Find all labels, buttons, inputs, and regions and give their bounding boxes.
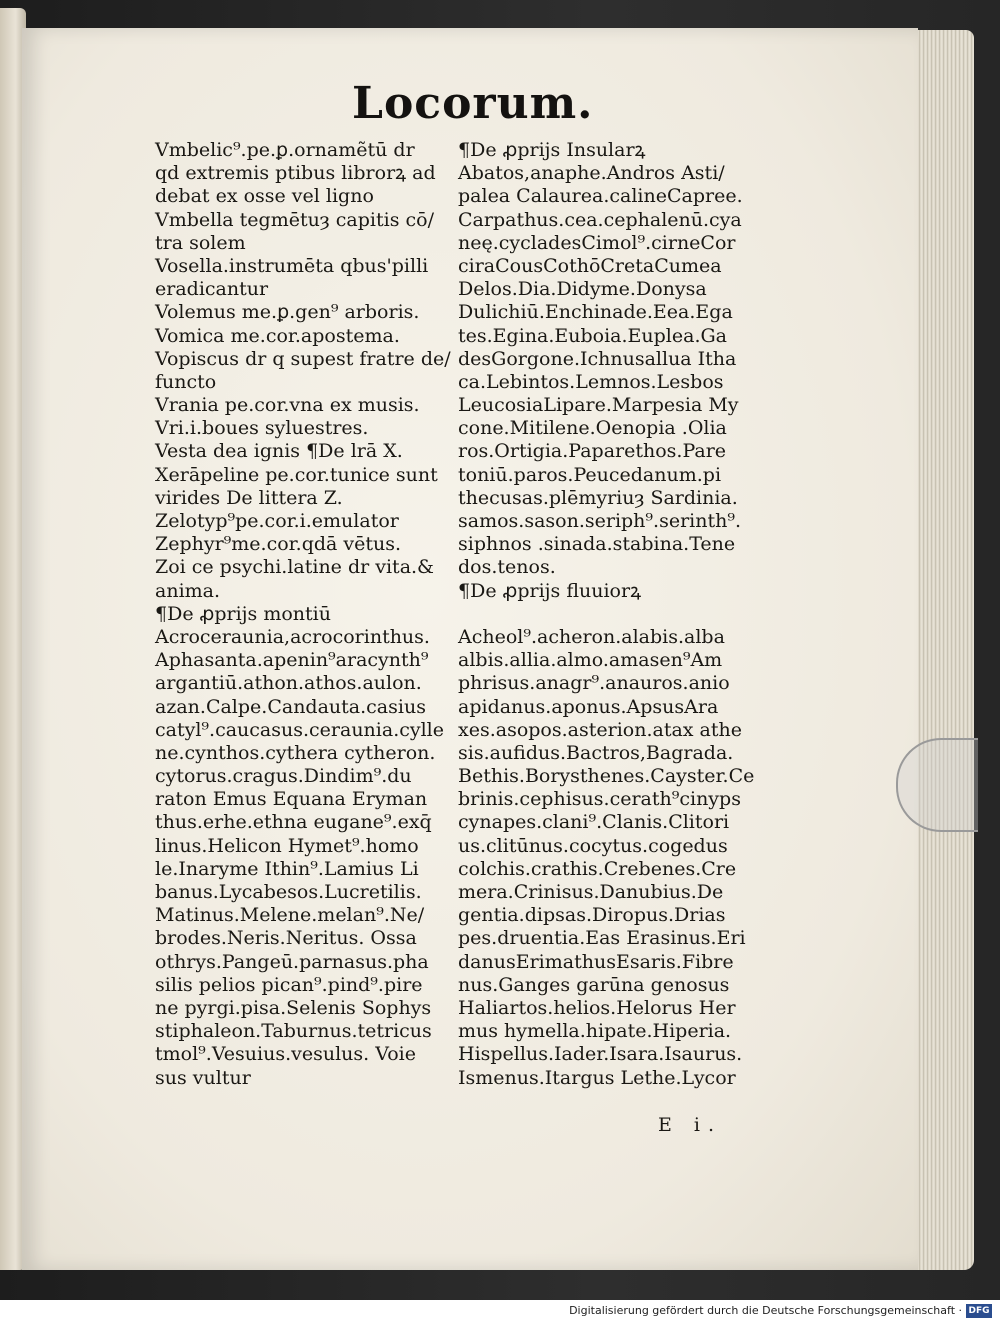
text-line: Delos.Dia.Didyme.Donysa [458, 278, 707, 301]
text-line: cone.Mitilene.Oenopia .Olia [458, 417, 727, 440]
text-line: banus.Lycabesos.Lucretilis. [155, 881, 422, 903]
text-line: Vrania pe.cor.vna ex musis. [155, 394, 420, 417]
text-line: sus vultur [155, 1066, 251, 1089]
text-line: Carpathus.cea.cephalenū.cya [458, 208, 742, 231]
text-line: Abatos,anaphe.Andros Asti/ [458, 162, 725, 185]
text-line: sis.aufidus.Bactros,Bagrada. [458, 741, 734, 764]
signature-mark: E i. [658, 1114, 723, 1136]
text-line: samos.sason.seriph⁹.serinth⁹. [458, 510, 741, 532]
text-line: othrys.Pangeū.parnasus.pha [155, 950, 429, 973]
text-line: ¶De ꝓprijs montiū [155, 602, 331, 625]
text-line: Zelotyp⁹pe.cor.i.emulator [155, 510, 399, 532]
text-line: tes.Egina.Euboia.Euplea.Ga [458, 324, 727, 347]
text-line: virides De littera Z. [155, 486, 343, 509]
text-line [458, 603, 754, 626]
text-line: ne.cynthos.cythera cytheron. [155, 741, 436, 764]
text-line: danusErimathusEsaris.Fibre [458, 950, 734, 973]
text-line: stiphaleon.Taburnus.tetricus [155, 1020, 432, 1043]
text-line: Volemus me.ꝑ.gen⁹ arboris. [155, 301, 420, 324]
text-line: Zephyr⁹me.cor.qdā vētus. [155, 533, 402, 556]
text-line: cynapes.clani⁹.Clanis.Clitori [458, 811, 730, 834]
text-line: functo [155, 370, 217, 393]
text-line: phrisus.anagr⁹.anauros.anio [458, 672, 730, 695]
text-line: Ismenus.Itargus Lethe.Lycor [458, 1066, 736, 1089]
text-line: Vomica me.cor.apostema. [155, 324, 400, 347]
text-line: brodes.Neris.Neritus. Ossa [155, 927, 417, 950]
text-line: Acroceraunia,acrocorinthus. [155, 625, 430, 648]
text-line: Vosella.instrumēta qbus'pilli [155, 254, 429, 277]
text-line: dos.tenos. [458, 556, 556, 579]
text-line: silis pelios pican⁹.pind⁹.pire [155, 973, 423, 996]
text-line: catyl⁹.caucasus.ceraunia.cylle [155, 718, 445, 741]
text-line: xes.asopos.asterion.atax athe [458, 718, 742, 741]
text-line: azan.Calpe.Candauta.casius [155, 695, 426, 718]
text-line: nus.Ganges garūna genosus [458, 973, 730, 996]
text-line: LeucosiaLipare.Marpesia My [458, 394, 739, 417]
text-line: qd extremis ptibus librorꝝ ad [155, 162, 436, 185]
text-line: gentia.dipsas.Diropus.Drias [458, 904, 726, 927]
text-line: desGorgone.Ichnusallua Itha [458, 347, 737, 370]
text-line: ¶De ꝓprijs fluuiorꝝ [458, 579, 642, 602]
text-line: ¶De ꝓprijs Insularꝝ [458, 139, 646, 161]
text-line: tra solem [155, 231, 246, 254]
text-line: palea Calaurea.calineCapree. [458, 185, 743, 208]
text-line: debat ex osse vel ligno [155, 185, 374, 208]
text-line: brinis.cephisus.cerath⁹cinyps [458, 788, 741, 811]
text-line: argantiū.athon.athos.aulon. [155, 672, 422, 695]
text-line: Vopiscus dr q supest fratre de/ [155, 347, 451, 370]
text-line: colchis.crathis.Crebenes.Cre [458, 857, 737, 880]
text-line: Vri.i.boues syluestres. [155, 417, 369, 440]
text-line: Haliartos.helios.Helorus Her [458, 996, 736, 1019]
text-line: Aphasanta.apenin⁹aracynth⁹ [155, 649, 429, 672]
text-line: thecusas.plēmyriuȝ Sardinia. [458, 486, 738, 509]
text-line: pes.druentia.Eas Erasinus.Eri [458, 927, 746, 950]
page-title: Locorum. [352, 78, 594, 129]
text-line: ca.Lebintos.Lemnos.Lesbos [458, 370, 724, 393]
text-line: ne pyrgi.pisa.Selenis Sophys [155, 996, 432, 1019]
text-line: raton Emus Equana Eryman [155, 788, 428, 811]
text-line: Zoi ce psychi.latine dr vita.& [155, 556, 434, 579]
text-line: thus.erhe.ethna eugane⁹.exq̄ [155, 811, 432, 834]
text-line: albis.allia.almo.amasen⁹Am [458, 649, 723, 672]
text-line: apidanus.aponus.ApsusAra [458, 695, 719, 718]
text-line: us.clitūnus.cocytus.cogedus [458, 834, 728, 857]
text-line: ciraCousCothōCretaCumea [458, 254, 722, 277]
text-line: mus hymella.hipate.Hiperia. [458, 1020, 732, 1043]
text-line: neę.cycladesCimol⁹.cirneCor [458, 231, 736, 254]
text-line: cytorus.cragus.Dindim⁹.du [155, 765, 412, 788]
text-line: mera.Crinisus.Danubius.De [458, 881, 724, 903]
text-line: Dulichiū.Enchinade.Eea.Ega [458, 301, 733, 324]
text-line: Vesta dea ignis ¶De lrā X. [155, 440, 403, 463]
text-line: ros.Ortigia.Paparethos.Pare [458, 440, 727, 463]
dfg-logo-icon: DFG [966, 1304, 992, 1318]
text-line: Matinus.Melene.melan⁹.Ne/ [155, 904, 425, 927]
right-column [458, 139, 754, 1090]
text-line: Hispellus.Iader.Isara.Isaurus. [458, 1043, 743, 1066]
text-line: eradicantur [155, 278, 269, 301]
footer-credit: Digitalisierung gefördert durch die Deutsche Forschungsgemeinschaft · [569, 1304, 962, 1317]
text-line: le.Inaryme Ithin⁹.Lamius Li [155, 857, 419, 880]
page-clip [896, 738, 978, 832]
left-column [155, 139, 451, 1090]
text-line: Xerāpeline pe.cor.tunice sunt [155, 463, 438, 486]
text-line: toniū.paros.Peucedanum.pi [458, 463, 722, 486]
footer-bar [0, 1300, 1000, 1323]
text-line: tmol⁹.Vesuius.vesulus. Voie [155, 1043, 416, 1066]
text-line: anima. [155, 579, 221, 602]
text-line: Vmbelic⁹.pe.ꝑ.ornamẽtū dr [155, 139, 415, 161]
text-line: siphnos .sinada.stabina.Tene [458, 533, 736, 556]
text-line: linus.Helicon Hymet⁹.homo [155, 834, 419, 857]
text-line: Vmbella tegmētuȝ capitis cō/ [155, 208, 434, 231]
text-line: Acheol⁹.acheron.alabis.alba [458, 625, 725, 648]
text-line: Bethis.Borysthenes.Cayster.Ce [458, 765, 755, 788]
